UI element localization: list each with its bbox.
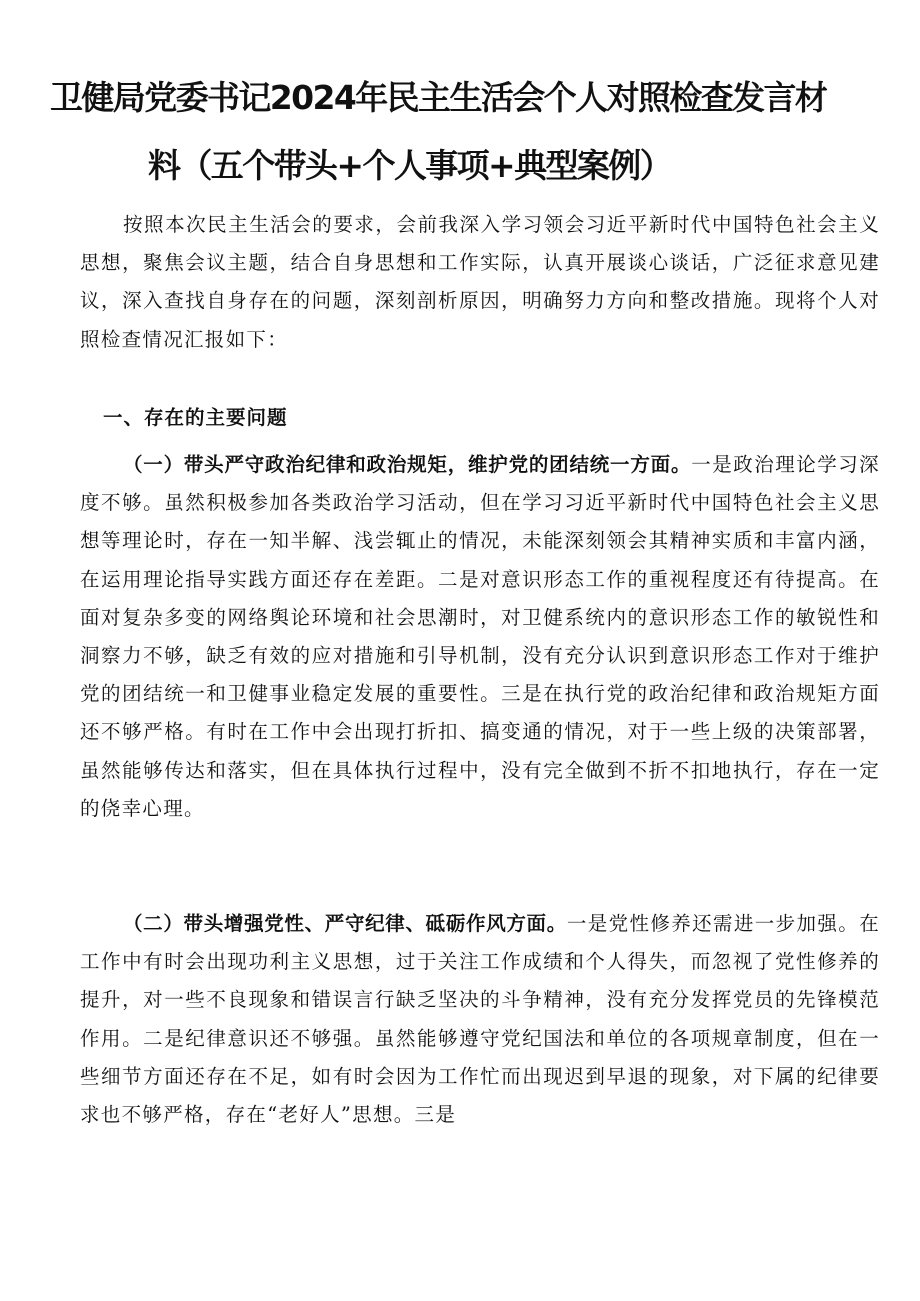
paragraph-body-text: 一是政治理论学习深度不够。虽然积极参加各类政治学习活动，但在学习习近平新时代中国特色社会主义思想等理论时，存在一知半解、浅尝辄止的情况，未能深刻领会其精神实质和丰富内涵，在运用理论指导实践方面还存在差距。二是对意识形态工作的重视程度还有待提高。在面对复杂多变的网络舆论环境和社会思潮时，对卫健系统内的意识形态工作的敏锐性和洞察力不够，缺乏有效的应对措施和引导机制，没有充分认识到意识形态工作对于维护党的团结统一和卫健事业稳定发展的重要性。三是在执行党的政治纪律和政治规矩方面还不够严格。有时在工作中会出现打折扣、搞变通的情况，对于一些上级的决策部署，虽然能够传达和落实，但在具体执行过程中，没有完全做到不折不扣地执行，存在一定的侥幸心理。 [80, 453, 880, 820]
problem-paragraph-2 [80, 905, 880, 1134]
intro-paragraph: 按照本次民主生活会的要求，会前我深入学习领会习近平新时代中国特色社会主义思想，聚焦会议主题，结合自身思想和工作实际，认真开展谈心谈话，广泛征求意见建议，深入查找自身存在的问题，深刻剖析原因，明确努力方向和整改措施。现将个人对照检查情况汇报如下： [80, 213, 880, 351]
document-title-line-1: 卫健局党委书记2024年民主生活会个人对照检查发言材 [50, 78, 827, 117]
paragraph-body-text: 一是党性修养还需进一步加强。在工作中有时会出现功利主义思想，过于关注工作成绩和个人得失，而忽视了党性修养的提升，对一些不良现象和错误言行缺乏坚决的斗争精神，没有充分发挥党员的先锋模范作用。二是纪律意识还不够强。虽然能够遵守党纪国法和单位的各项规章制度，但在一些细节方面还存在不足，如有时会因为工作忙而出现迟到早退的现象，对下属的纪律要求也不够严格，存在“老好人”思想。三是 [80, 912, 880, 1127]
paragraph-lead-heading: （二）带头增强党性、严守纪律、砥砺作风方面。 [123, 912, 567, 935]
document-title-line-2: 料（五个带头+个人事项+典型案例） [148, 146, 672, 185]
section-heading-problems: 一、存在的主要问题 [103, 406, 288, 429]
problem-paragraph-1 [80, 446, 880, 828]
paragraph-lead-heading: （一）带头严守政治纪律和政治规矩，维护党的团结统一方面。 [123, 453, 692, 476]
